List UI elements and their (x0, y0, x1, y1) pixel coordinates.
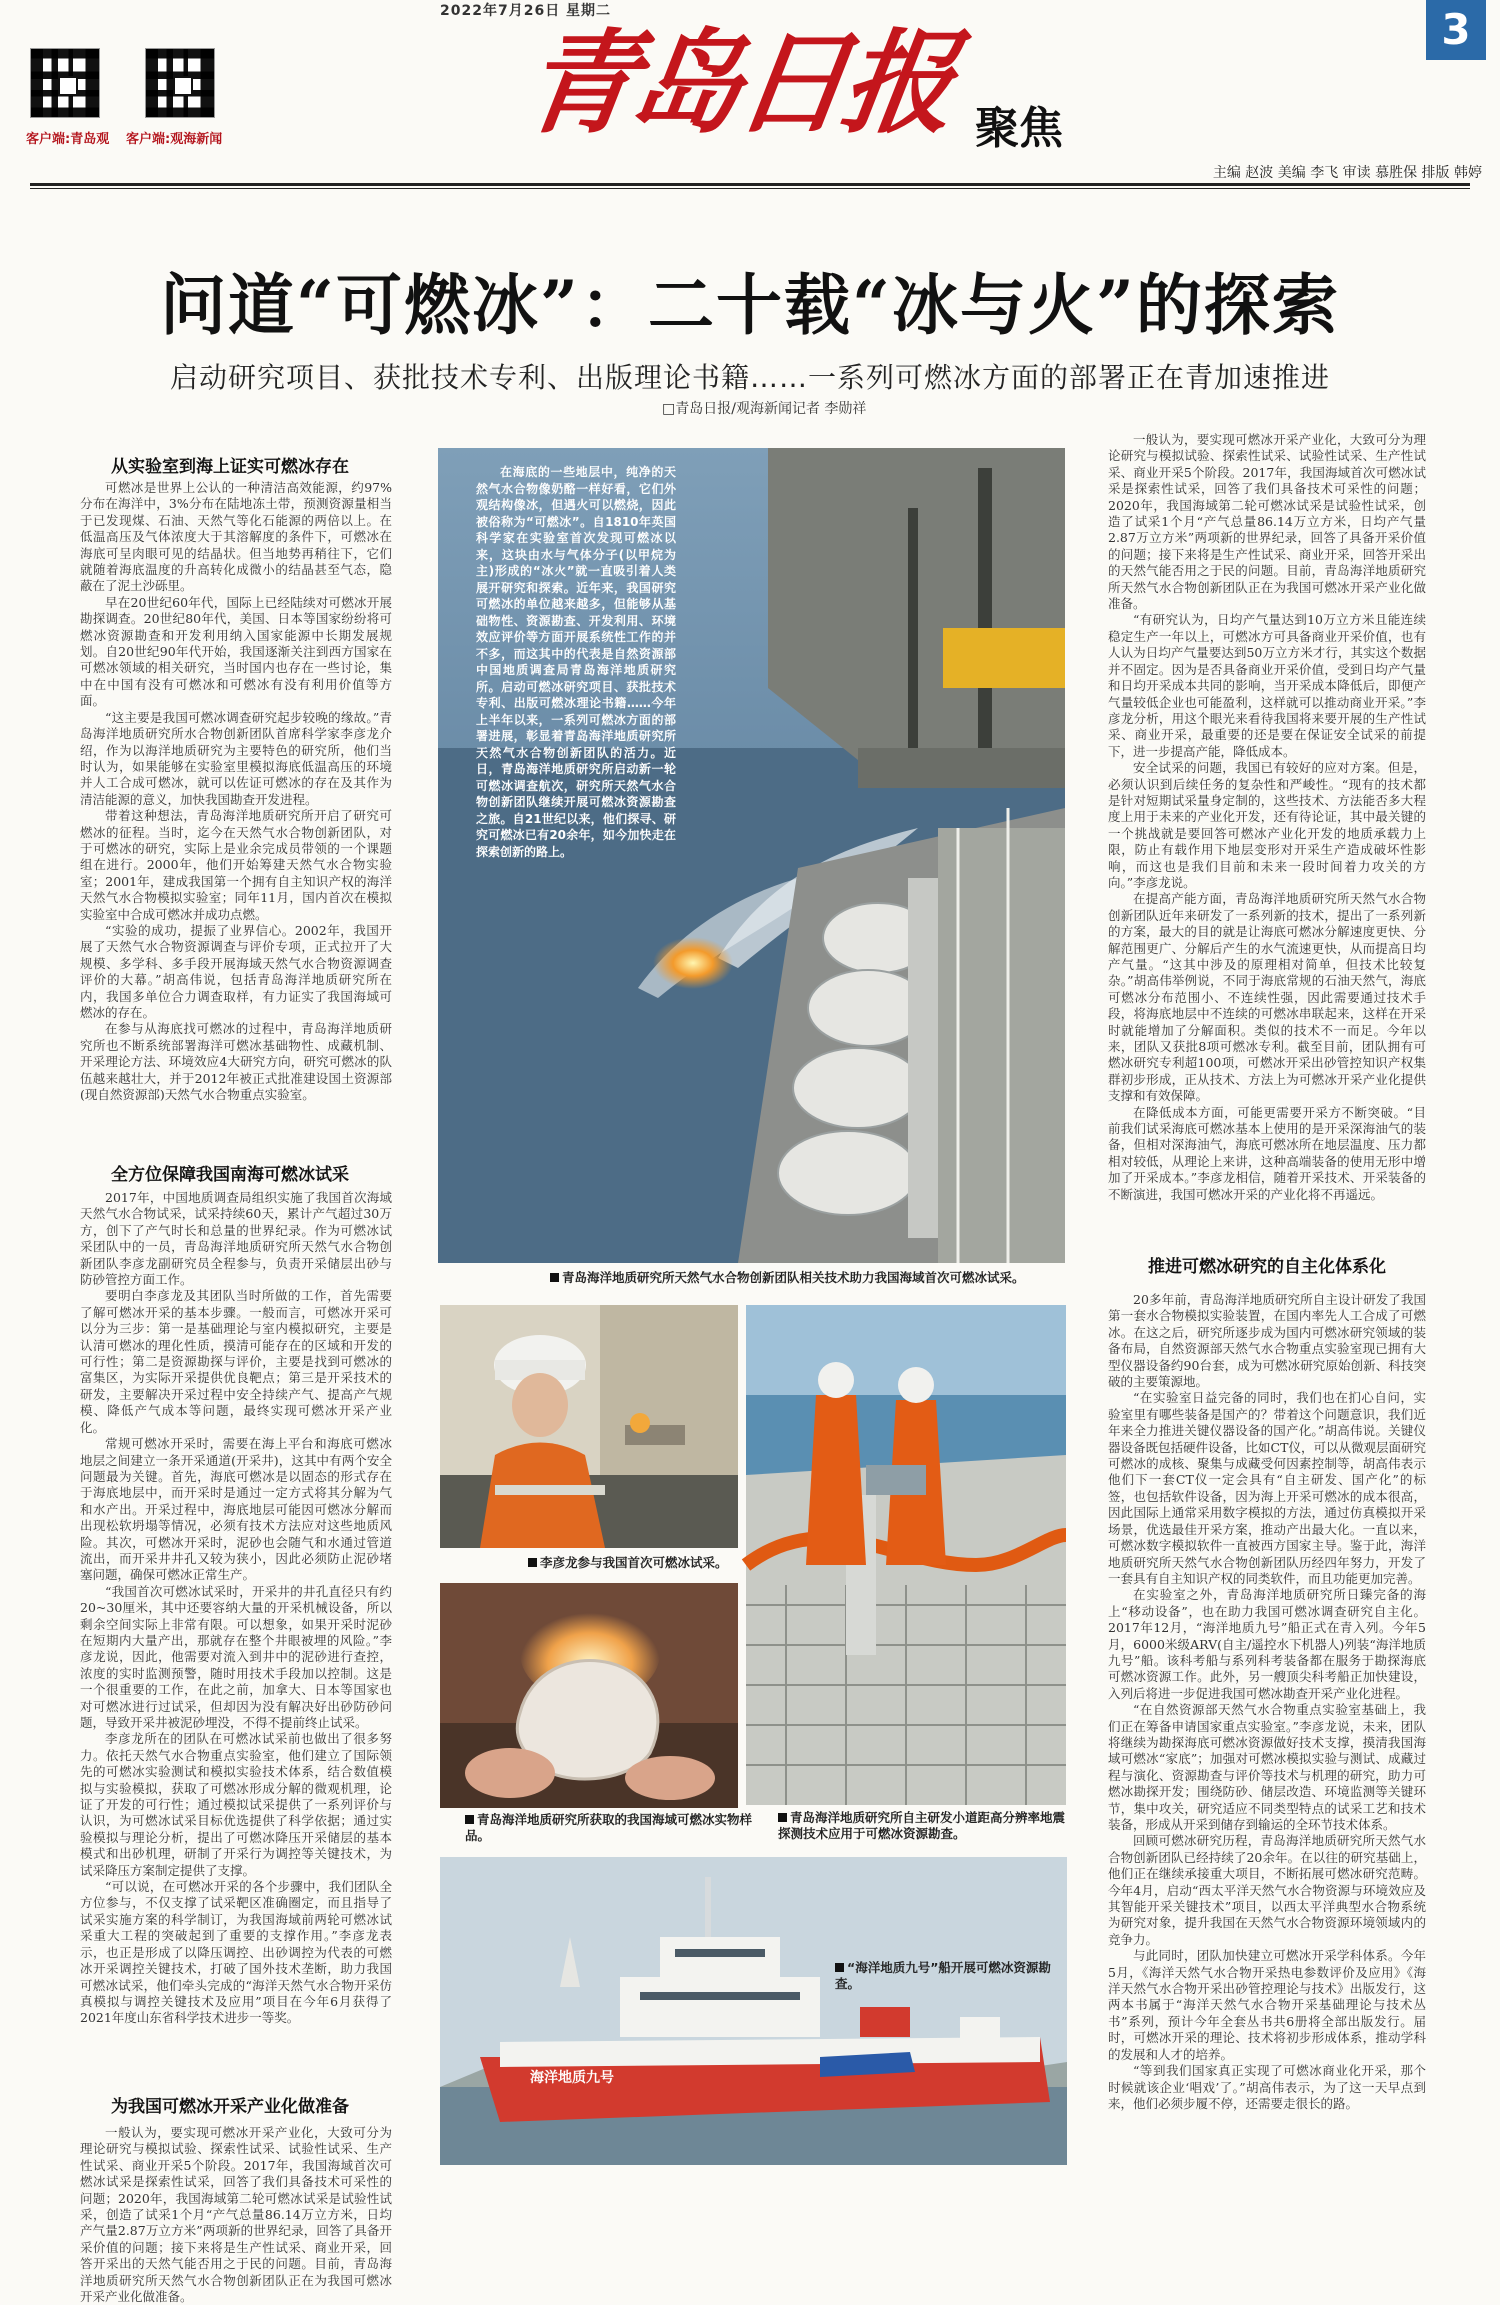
main-photo[interactable] (438, 448, 1065, 1263)
paragraph: 一般认为，要实现可燃冰开采产业化，大致可分为理论研究与模拟试验、探索性试采、试验性试采、生产性试采、商业开采5个阶段。2017年，我国海域首次可燃冰试采是探索性试采，回答了我们具备技术可采性的问题；2020年，我国海域第二轮可燃冰试采是试验性试采，创造了试采1个月“产气总量86.14万立方米，日均产气量2.87万立方米”两项新的世界纪录，回答了具备开采价值的问题；接下来将是生产性试采、商业开采，回答开采出的天然气能否用之于民的问题。目前，青岛海洋地质研究所天然气水合物创新团队正在为我国可燃冰开采产业化做准备。 (80, 2125, 392, 2305)
paragraph: 回顾可燃冰研究历程，青岛海洋地质研究所天然气水合物创新团队已经持续了20余年。在以往的研究基础上，他们正在继续承接重大项目，不断拓展可燃冰研究范畴。今年4月，启动“西太平洋天然气水合物资源与环境效应及其智能开采关键技术”项目，以西太平洋典型水合物系统为研究对象，提升我国在天然气水合物资源环境领域内的竞争力。 (1108, 1833, 1426, 1947)
article-intro: 在海底的一些地层中，纯净的天然气水合物像奶酪一样好看，它们外观结构像冰，但遇火可以燃烧，因此被俗称为“可燃冰”。自1810年英国科学家在实验室首次发现可燃冰以来，这块由水与气体分子(以甲烷为主)形成的“冰火”就一直吸引着人类展开研究和探索。近年来，我国研究可燃冰的单位越来越多，但能够从基础物性、资源勘查、开发利用、环境效应评价等方面开展系统性工作的并不多，而这其中的代表是自然资源部中国地质调查局青岛海洋地质研究所。启动可燃冰研究项目、获批技术专利、出版可燃冰理论书籍……今年上半年以来，一系列可燃冰方面的部署进展，彰显着青岛海洋地质研究所天然气水合物创新团队的活力。近日，青岛海洋地质研究所启动新一轮可燃冰调查航次，研究所天然气水合物创新团队继续开展可燃冰资源勘查之旅。自21世纪以来，他们探寻、研究可燃冰已有20余年，如今加快走在探索创新的路上。 (476, 465, 676, 859)
qr-label: 客户端:观海新闻 (126, 132, 223, 147)
paragraph: “我国首次可燃冰试采时，开采井的井孔直径只有约20~30厘米，其中还要容纳大量的开采机械设备，所以剩余空间实际上非常有限。可以想象，如果开采时泥砂在短期内大量产出，那就存在整个井眼被埋的风险。”李彦龙说，因此，他需要对流入到井中的泥砂进行查控，浓度的实时监测预警，随时用技术手段加以控制。这是一个很重要的工作，在此之前，加拿大、日本等国家也对可燃冰进行过试采，但却因为没有解决好出砂防砂问题，导致开采井被泥砂埋没，不得不提前终止试采。 (80, 1583, 392, 1730)
section-heading: 从实验室到海上证实可燃冰存在 (111, 457, 349, 477)
paragraph: 与此同时，团队加快建立可燃冰开采学科体系。今年5月，《海洋天然气水合物开采热电参数评价及应用》《海洋天然气水合物开采出砂管控理论与技术》出版发行，这两本书属于“海洋天然气水合物开采基础理论与技术丛书”系列，预计今年全套丛书共6册将全部出版发行。届时，可燃冰开采的理论、技术将初步形成体系，推动学科的发展和人才的培养。 (1108, 1948, 1426, 2062)
paragraph: 20多年前，青岛海洋地质研究所自主设计研发了我国第一套水合物模拟实验装置，在国内率先人工合成了可燃冰。在这之后，研究所逐步成为国内可燃冰研究领域的装备布局，自然资源部天然气水合物重点实验室现已拥有大型仪器设备约90台套，成为可燃冰研究原始创新、科技突破的主要策源地。 (1108, 1292, 1426, 1390)
paragraph: “在实验室日益完备的同时，我们也在扪心自问，实验室里有哪些装备是国产的？带着这个问题意识，我们近年来全力推进关键仪器设备的国产化。”胡高伟说。关键仪器设备既包括硬件设备，比如CT仪，可以从微观层面研究可燃冰的成核、聚集与成藏受何因素控制等，胡高伟表示他们下一套CT仪一定会具有“自主研发、国产化”的标签，也包括软件设备，因为海上开采可燃冰的成本很高，因此国际上通常采用数字模拟的方法，通过仿真模拟开采场景，优选最佳开采方案，推动产出最大化。一直以来，可燃冰数字模拟软件一直被西方国家主导。鉴于此，海洋地质研究所天然气水合物创新团队历经四年努力，开发了一套具有自主知识产权的同类软件，而且功能更加完善。 (1108, 1390, 1426, 1586)
paragraph: 2017年，中国地质调查局组织实施了我国首次海域天然气水合物试采，试采持续60天，累计产气超过30万方，创下了产气时长和总量的世界纪录。作为可燃冰试采团队中的一员，青岛海洋地质研究所天然气水合物创新团队李彦龙副研究员全程参与，负责开采储层出砂与防砂管控方面工作。 (80, 1190, 392, 1288)
caption-bullet-icon (550, 1273, 559, 1282)
paragraph: “可以说，在可燃冰开采的各个步骤中，我们团队全方位参与，不仅支撑了试采靶区准确圈定，而且指导了试采实施方案的科学制订，为我国海域前两轮可燃冰试采重大工程的突破起到了重要的支撑作用。”李彦龙表示，也正是形成了以降压调控、出砂调控为代表的可燃冰开采调控关键技术，打破了国外技术垄断，助力我国可燃冰试采，他们牵头完成的“海洋天然气水合物开采仿真模拟与调控关键技术及应用”项目在今年6月获得了2021年度山东省科学技术进步一等奖。 (80, 1879, 392, 2026)
caption-text: 青岛海洋地质研究所自主研发小道距高分辨率地震探测技术应用于可燃冰资源勘查。 (778, 1810, 1066, 1841)
qr-code-icon[interactable] (145, 48, 215, 118)
paragraph: “有研究认为，日均产气量达到10万立方米且能连续稳定生产一年以上，可燃冰方可具备商业开采价值，也有人认为日均产气量要达到50万立方米才行，其实这个数据并不固定。因为是否具备商业开采价值，受到日均产气量和日均开采成本共同的影响，当开采成本降低后，即便产气量较低企业也可能盈利，这样就可以推动商业开采。”李彦龙分析，用这个眼光来看待我国将来要开展的生产性试采、商业开采，最重要的还是要在保证安全试采的前提下，进一步提高产能，降低成本。 (1108, 612, 1426, 759)
qr-code-icon[interactable] (30, 48, 100, 118)
ice-photo[interactable] (440, 1583, 738, 1808)
photo-caption (778, 1810, 1070, 1842)
caption-bullet-icon (778, 1813, 787, 1822)
paragraph: 早在20世纪60年代，国际上已经陆续对可燃冰开展勘探调查。20世纪80年代，美国、日本等国家纷纷将可燃冰资源勘查和开发利用纳入国家能源中长期发展规划。自20世纪90年代开始，我国逐渐关注到西方国家在可燃冰领域的相关研究，当时国内也存在一些讨论，集中在中国有没有可燃冰和可燃冰有没有利用价值等方面。 (80, 594, 392, 709)
paragraph: 在参与从海底找可燃冰的过程中，青岛海洋地质研究所也不断系统部署海洋可燃冰基础物性、成藏机制、开采理论方法、环境效应4大研究方向，研究可燃冰的队伍越来越壮大，并于2012年被正式批准建设国土资源部(现自然资源部)天然气水合物重点实验室。 (80, 1021, 392, 1103)
deck-photo[interactable] (746, 1305, 1066, 1805)
section-heading: 全方位保障我国南海可燃冰试采 (111, 1165, 349, 1185)
paragraph: 常规可燃冰开采时，需要在海上平台和海底可燃冰地层之间建立一条开采通道(开采井)，这其中有两个安全问题最为关键。首先，海底可燃冰是以固态的形式存在于海底地层中，而开采时是通过一定方式将其分解为气和水产出。开采过程中，海底地层可能因可燃冰分解而出现松软坍塌等情况，必须有技术方法应对这些地质风险。其次，可燃冰开采时，泥砂也会随气和水通过管道流出，而开采井井孔又较为狭小，因此必须防止泥砂堵塞问题，确保可燃冰正常生产。 (80, 1436, 392, 1583)
photo-caption (465, 1812, 765, 1844)
ship-name-text: 海洋地质九号 (530, 2070, 614, 2086)
paragraph: 一般认为，要实现可燃冰开采产业化，大致可分为理论研究与模拟试验、探索性试采、试验性试采、生产性试采、商业开采5个阶段。2017年，我国海域首次可燃冰试采是探索性试采，回答了我们具备技术可采性的问题；2020年，我国海域第二轮可燃冰试采是试验性试采，创造了试采1个月“产气总量86.14万立方米，日均产气量2.87万立方米”两项新的世界纪录，回答了具备开采价值的问题；接下来将是生产性试采、商业开采，回答开采出的天然气能否用之于民的问题。目前，青岛海洋地质研究所天然气水合物创新团队正在为我国可燃冰开采产业化做准备。 (1108, 432, 1426, 612)
section-heading: 推进可燃冰研究的自主化体系化 (1148, 1257, 1386, 1277)
caption-text: “海洋地质九号”船开展可燃冰资源勘查。 (835, 1960, 1051, 1991)
paragraph: 要明白李彦龙及其团队当时所做的工作，首先需要了解可燃冰开采的基本步骤。一般而言，可燃冰开采可以分为三步：第一是基础理论与室内模拟研究，主要是认清可燃冰的理化性质，摸清可能存在的区域和开发的可行性；第二是资源勘探与评价，主要是找到可燃冰的富集区，为实际开采提供优良靶点；第三是开采技术的研发，主要解决开采过程中安全持续产气、提高产气规模、降低产气成本等问题，最终实现可燃冰开采产业化。 (80, 1288, 392, 1435)
article-headline: 问道“可燃冰”：二十载“冰与火”的探索 (160, 266, 1340, 344)
paragraph: “在自然资源部天然气水合物重点实验室基础上，我们正在筹备申请国家重点实验室。”李彦龙说，未来，团队将继续为勘探海底可燃冰资源做好技术支撑，摸清我国海域可燃冰“家底”；加强对可燃冰模拟实验与测试、成藏过程与演化、资源勘查与评价等技术与机理的研究，助力可燃冰勘探开发；围绕防砂、储层改造、环境监测等关键环节，集中攻关，研究适应不同类型特点的试采工艺和技术装备，形成从开采到储存到输运的全环节技术体系。 (1108, 1702, 1426, 1832)
caption-bullet-icon (528, 1558, 537, 1567)
issue-date: 2022年7月26日 星期二 (440, 3, 612, 19)
paragraph: 在提高产能方面，青岛海洋地质研究所天然气水合物创新团队近年来研发了一系列新的技术，提出了一系列新的方案，最大的目的就是让海底可燃冰分解速度更快、分解范围更广、分解后产生的水气流速更快，从而提高日均产气量。“这其中涉及的原理相对简单，但技术比较复杂。”胡高伟举例说，不同于海底常规的石油天然气，海底可燃冰分布范围小、不连续性强，因此需要通过技术手段，将海底地层中不连续的可燃冰串联起来，这样在开采时就能增加了分解面积。类似的技术不一而足。今年以来，团队又获批8项可燃冰专利。截至目前，团队拥有可燃冰研究专利超100项，可燃冰开采出砂管控知识产权集群初步形成，正从技术、方法上为可燃冰开采产业化提供支撑和有效保障。 (1108, 891, 1426, 1104)
section-body (1108, 432, 1426, 1240)
photo-caption (528, 1555, 738, 1571)
section-body (80, 1190, 392, 2030)
paragraph: 李彦龙所在的团队在可燃冰试采前也做出了很多努力。依托天然气水合物重点实验室，他们建立了国际领先的可燃冰实验测试和模拟实验技术体系，结合数值模拟与实验模拟，获取了可燃冰形成分解的微观机理，论证了开发的可行性；通过模拟试采提供了一系列评价与认识，为可燃冰试采目标优选提供了科学依据；通过实验模拟与理论分析，提出了可燃冰降压开采储层的基本模式和出砂机理，研制了开采行为调控等关键技术，为试采降压方案制定提供了支撑。 (80, 1731, 392, 1878)
editorial-staff: 主编 赵波 美编 李飞 审读 慕胜保 排版 韩婷 (1212, 165, 1482, 181)
qr-label: 客户端:青岛观 (26, 132, 110, 147)
page-number-badge: 3 (1426, 0, 1486, 60)
masthead-divider (30, 188, 1470, 189)
photo-caption (835, 1960, 1065, 1992)
article-byline: □青岛日报/观海新闻记者 李勋祥 (662, 401, 867, 417)
paragraph: 在实验室之外，青岛海洋地质研究所日臻完备的海上“移动设备”，也在助力我国可燃冰调查研究自主化。2017年12月，“海洋地质九号”船正式在青入列。今年5月，6000米级ARV(自主/遥控水下机器人)列装“海洋地质九号”船。该科考船与系列科考装备都在服务于勘探海底可燃冰资源工作。此外，另一艘顶尖科考船正加快建设，入列后将进一步促进我国可燃冰勘查开采产业化进程。 (1108, 1587, 1426, 1701)
masthead-divider (30, 183, 1470, 186)
caption-bullet-icon (835, 1963, 844, 1972)
article-subheadline: 启动研究项目、获批技术专利、出版理论书籍……一系列可燃冰方面的部署正在青加速推进 (169, 361, 1330, 394)
section-title: 聚焦 (975, 103, 1063, 154)
photo-caption (550, 1270, 1070, 1286)
paragraph: 带着这种想法，青岛海洋地质研究所开启了研究可燃冰的征程。当时，迄今在天然气水合物创新团队，对于可燃冰的研究，实际上是业余完成员带领的一个课题组在进行。2000年，他们开始筹建天然气水合物实验室；2001年，建成我国第一个拥有自主知识产权的海洋天然气水合物模拟实验室；同年11月，国内首次在模拟实验室中合成可燃冰并成功点燃。 (80, 808, 392, 922)
ship-photo[interactable] (440, 1857, 1067, 2165)
caption-text: 李彦龙参与我国首次可燃冰试采。 (540, 1555, 728, 1570)
section-heading: 为我国可燃冰开采产业化做准备 (111, 2097, 349, 2117)
paragraph: “实验的成功，提振了业界信心。2002年，我国开展了天然气水合物资源调查与评价专项，正式拉开了大规模、多学科、多手段开展海域天然气水合物资源调查评价的大幕。”胡高伟说，包括青岛海洋地质研究所在内，我国多单位合力调查取样，有力证实了我国海域可燃冰的存在。 (80, 922, 392, 1020)
paragraph: 在降低成本方面，可能更需要开采方不断突破。“目前我们试采海底可燃冰基本上使用的是开采深海油气的装备，但相对深海油气，海底可燃冰所在地层温度、压力都相对较低，从理论上来讲，这种高端装备的使用无形中增加了开采成本。”李彦龙相信，随着开采技术、开采装备的不断演进，我国可燃冰开采的产业化将不再遥远。 (1108, 1104, 1426, 1202)
section-body (1108, 1292, 1426, 2164)
caption-text: 青岛海洋地质研究所获取的我国海域可燃冰实物样品。 (465, 1812, 753, 1843)
section-body (80, 480, 392, 1144)
paragraph: 安全试采的问题，我国已有较好的应对方案。但是，必须认识到后续任务的复杂性和严峻性。“现有的技术都是针对短期试采量身定制的，这些技术、方法能否多大程度上用于未来的产业化开发，还有待论证，其中最关键的一个挑战就是要回答可燃冰产业化开发的地质承载力上限，防止有载作用下地层变形对开采生产造成破坏性影响，而这也是我们目前和未来一段时间着力攻关的方向。”李彦龙说。 (1108, 760, 1426, 890)
section-body (80, 2125, 392, 2305)
paragraph: 可燃冰是世界上公认的一种清洁高效能源，约97%分布在海洋中，3%分布在陆地冻土带，预测资源量相当于已发现煤、石油、天然气等化石能源的两倍以上。在低温高压及气体浓度大于其溶解度的条件下，可燃冰在海底可呈肉眼可见的结晶状。但当地势再稍往下，它们就随着海底温度的升高转化成微小的结晶甚至气态，隐蔽在了泥土沙砾里。 (80, 480, 392, 594)
lab-photo[interactable] (440, 1305, 738, 1548)
paragraph: “这主要是我国可燃冰调查研究起步较晚的缘故。”青岛海洋地质研究所水合物创新团队首席科学家李彦龙介绍，作为以海洋地质研究为主要特色的研究所，他们当时认为，如果能够在实验室里模拟海底低温高压的环境并人工合成可燃冰，就可以佐证可燃冰的存在及其作为清洁能源的意义，加快我国勘查开发进程。 (80, 709, 392, 807)
paragraph: “等到我们国家真正实现了可燃冰商业化开采，那个时候就该企业‘唱戏’了。”胡高伟表示，为了这一天早点到来，他们必须步履不停，还需要走很长的路。 (1108, 2063, 1426, 2111)
newspaper-logo: 青岛日报 (515, 18, 959, 149)
caption-text: 青岛海洋地质研究所天然气水合物创新团队相关技术助力我国海域首次可燃冰试采。 (562, 1270, 1025, 1285)
caption-bullet-icon (465, 1815, 474, 1824)
